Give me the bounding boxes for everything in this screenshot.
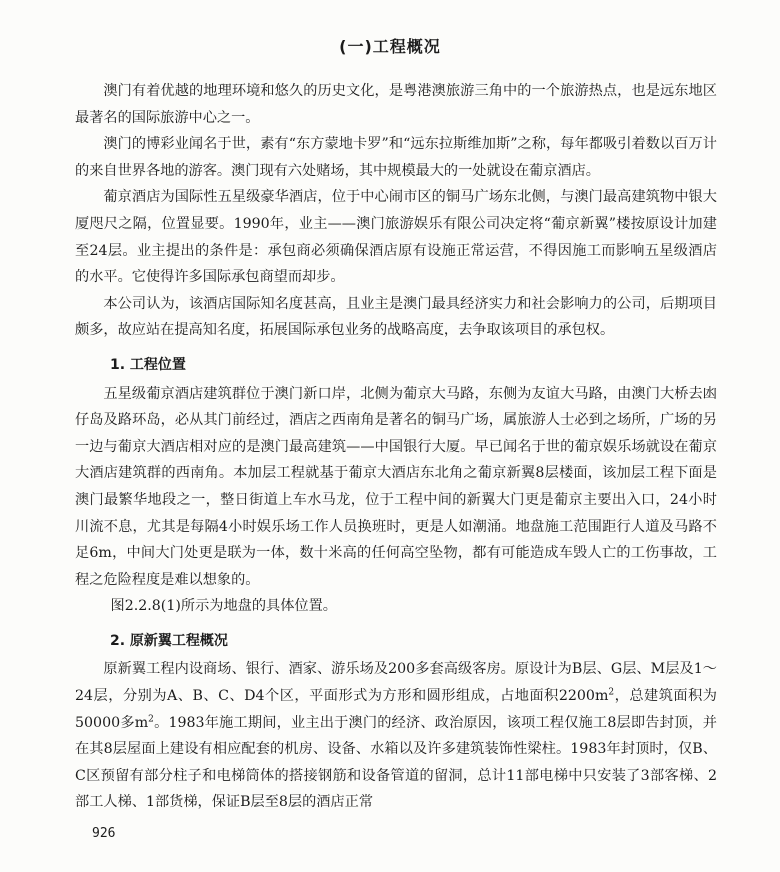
original-wing-paragraph xyxy=(75,656,717,816)
section-title: (一)工程概况 xyxy=(339,37,441,56)
intro-paragraph-3: 葡京酒店为国际性五星级豪华酒店，位于中心闹市区的铜马广场东北侧，与澳门最高建筑物中银大厦咫尺之隔，位置显要。1990年，业主——澳门旅游娱乐有限公司决定将“葡京新翼”楼按原设计加建至24层。业主提出的条件是：承包商必须确保酒店原有设施正常运营，不得因施工而影响五星级酒店的水平。它使得许多国际承包商望而却步。 xyxy=(75,189,717,286)
location-paragraph: 五星级葡京酒店建筑群位于澳门新口岸，北侧为葡京大马路，东侧为友谊大马路，由澳门大桥去凼仔岛及路环岛，必从其门前经过，酒店之西南角是著名的铜马广场，属旅游人士必到之场所，广场的另一边与葡京大酒店相对应的是澳门最高建筑——中国银行大厦。早已闻名于世的葡京娱乐场就设在葡京大酒店建筑群的西南角。本加层工程就基于葡京大酒店东北角之葡京新翼8层楼面，该加层工程下面是澳门最繁华地段之一，整日街道上车水马龙，位于工程中间的新翼大门更是葡京主要出入口，24小时川流不息，尤其是每隔4小时娱乐场工作人员换班时，更是人如潮涌。地盘施工范围距行人道及马路不足6m，中间大门处更是联为一体，数十米高的任何高空坠物，都有可能造成车毁人亡的工伤事故，工程之危险程度是难以想象的。 xyxy=(75,385,717,588)
original-wing-text-3: 。1983年施工期间，业主出于澳门的经济、政治原因，该项工程仅施工8层即告封顶，并在其8层屋面上建设有相应配套的机房、设备、水箱以及许多建筑装饰性梁柱。1983年封顶时，仅B、C区预留有部分柱子和电梯筒体的搭接钢筋和设备管道的留洞，总计11部电梯中只安装了3部客梯、2部工人梯、1部货梯，保证B层至8层的酒店正常 xyxy=(75,714,717,811)
figure-reference: 图2.2.8(1)所示为地盘的具体位置。 xyxy=(110,598,337,615)
location-heading: 1. 工程位置 xyxy=(110,356,186,373)
original-wing-text-1: 原新翼工程内设商场、银行、酒家、游乐场及200多套高级客房。原设计为B层、G层、M层及1～24层，分别为A、B、C、D4个区，平面形式为方形和圆形组成，占地面积2200m xyxy=(75,661,717,705)
original-wing-text-2: ，总建筑面积为50000多m xyxy=(75,688,717,731)
intro-paragraph-2: 澳门的博彩业闻名于世，素有“东方蒙地卡罗”和“远东拉斯维加斯”之称，每年都吸引着数以百万计的来自世界各地的游客。澳门现有六处赌场，其中规模最大的一处就设在葡京酒店。 xyxy=(75,136,717,179)
area-unit-superscript-2: 2 xyxy=(148,713,154,724)
body-text xyxy=(75,78,717,816)
intro-paragraph-4: 本公司认为，该酒店国际知名度甚高，且业主是澳门最具经济实力和社会影响力的公司，后期项目颇多，故应站在提高知名度，拓展国际承包业务的战略高度，去争取该项目的承包权。 xyxy=(75,295,717,339)
intro-paragraph-1: 澳门有着优越的地理环境和悠久的历史文化，是粤港澳旅游三角中的一个旅游热点，也是远东地区最著名的国际旅游中心之一。 xyxy=(75,83,717,126)
original-wing-heading: 2. 原新翼工程概况 xyxy=(110,632,228,649)
page-number: 926 xyxy=(92,826,116,841)
area-unit-superscript-1: 2 xyxy=(608,687,615,698)
